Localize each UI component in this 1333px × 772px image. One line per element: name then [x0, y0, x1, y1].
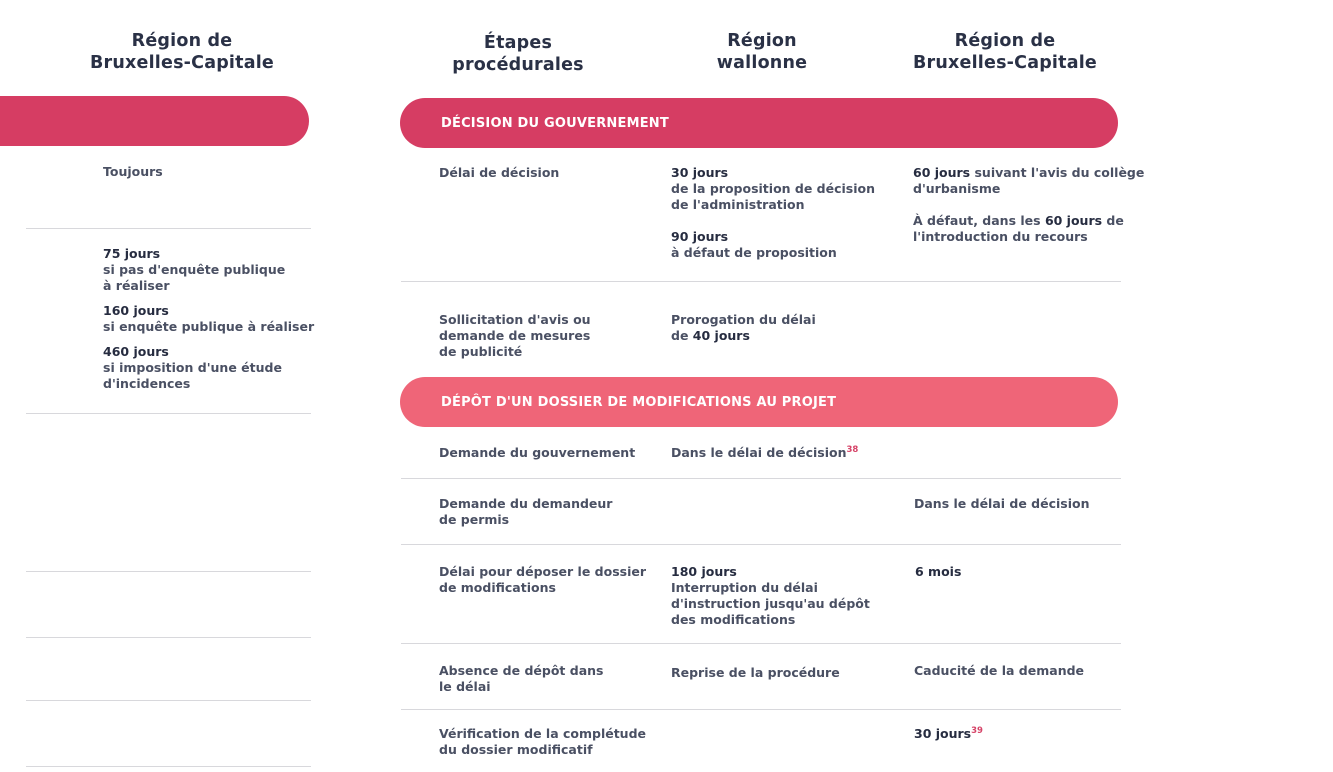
- row-divider: [401, 544, 1121, 545]
- left-durations: 75 jours si pas d'enquête publique à réaliser 160 jours si enquête publique à réaliser 460 jours si imposition d'une étude d'incidences: [103, 246, 315, 391]
- left-toujours: Toujours: [103, 164, 163, 179]
- row-divider: [401, 281, 1121, 282]
- row-absence-depot-wallonne: Reprise de la procédure: [671, 665, 840, 680]
- row-absence-depot-label: Absence de dépôt dans le délai: [439, 663, 604, 694]
- row-delai-depot-wallonne: 180 jours Interruption du délai d'instruction jusqu'au dépôt des modifications: [671, 564, 870, 627]
- row-sollicitation-wallonne: Prorogation du délai de 40 jours: [671, 312, 816, 343]
- section-decision-band: [400, 98, 1118, 148]
- left-column-header: Région de Bruxelles-Capitale: [90, 31, 274, 73]
- row-divider: [401, 478, 1121, 479]
- row-sollicitation-label: Sollicitation d'avis ou demande de mesures de publicité: [439, 312, 591, 359]
- left-divider: [26, 228, 311, 229]
- row-delai-decision-label: Délai de décision: [439, 165, 560, 180]
- row-delai-depot-label: Délai pour déposer le dossier de modifications: [439, 564, 647, 595]
- row-demande-gouvernement-label: Demande du gouvernement: [439, 445, 636, 460]
- left-section-band: [0, 96, 309, 146]
- row-verification-bruxelles: 30 jours$^{39}$: [914, 725, 983, 741]
- left-divider: [26, 413, 311, 414]
- left-divider: [26, 571, 311, 572]
- row-demande-demandeur-label: Demande du demandeur de permis: [439, 496, 613, 527]
- header-bruxelles: Région de Bruxelles-Capitale: [913, 31, 1097, 73]
- left-divider: [26, 637, 311, 638]
- row-demande-gouvernement-wallonne: Dans le délai de décision$^{38}$: [671, 444, 859, 460]
- section-depot-title: DÉPÔT D'UN DOSSIER DE MODIFICATIONS AU PROJET: [441, 394, 837, 410]
- row-divider: [401, 709, 1121, 710]
- section-decision-title: DÉCISION DU GOUVERNEMENT: [441, 115, 669, 131]
- row-delai-decision-wallonne: 30 jours de la proposition de décision de l'administration 90 jours à défaut de proposition: [671, 165, 876, 260]
- row-delai-depot-bruxelles: 6 mois: [915, 564, 962, 579]
- row-absence-depot-bruxelles: Caducité de la demande: [914, 663, 1085, 678]
- header-wallonne: Région wallonne: [716, 31, 808, 73]
- left-divider: [26, 766, 311, 767]
- row-divider: [401, 643, 1121, 644]
- section-depot-band: [400, 377, 1118, 427]
- header-etapes: Étapes procédurales: [452, 33, 584, 75]
- footnote-38[interactable]: 38: [846, 444, 859, 455]
- row-delai-decision-bruxelles: 60 jours suivant l'avis du collège d'urbanisme À défaut, dans les 60 jours de l'introduction du recours: [913, 165, 1145, 244]
- left-divider: [26, 700, 311, 701]
- footnote-39[interactable]: 39: [971, 725, 983, 736]
- row-verification-label: Vérification de la complétude du dossier modificatif: [439, 726, 647, 757]
- row-demande-demandeur-bruxelles: Dans le délai de décision: [914, 496, 1090, 511]
